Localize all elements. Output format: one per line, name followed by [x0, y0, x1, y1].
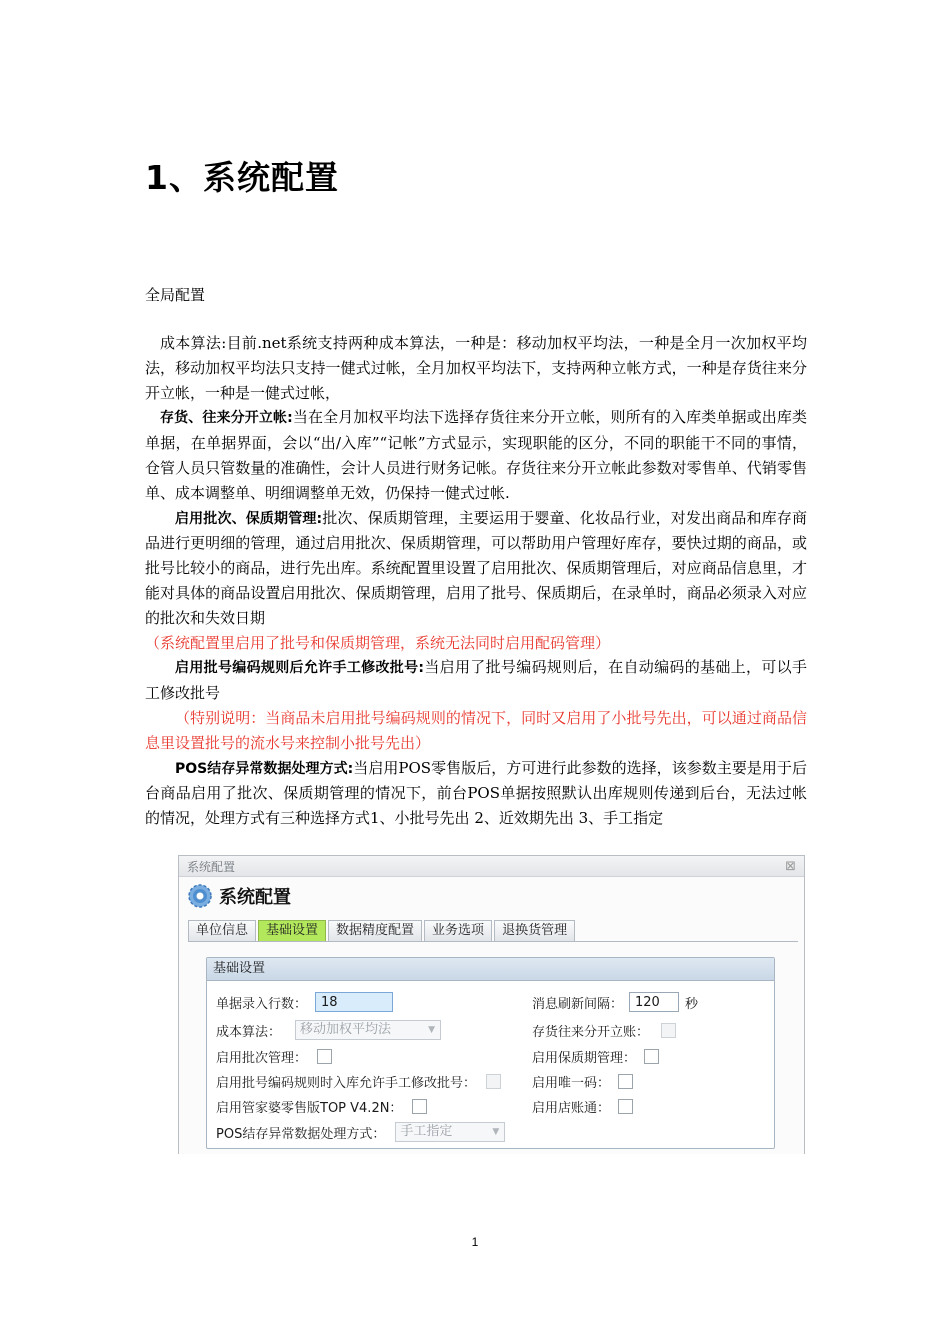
retail-checkbox[interactable] [412, 1099, 427, 1114]
window-title: 系统配置 [187, 859, 236, 874]
basic-settings-panel [206, 957, 775, 1149]
close-icon[interactable]: ⊠ [785, 858, 796, 874]
batch-edit-checkbox[interactable] [486, 1074, 501, 1089]
stock-split-checkbox[interactable] [661, 1023, 676, 1038]
gear-icon [187, 883, 213, 909]
pos-select[interactable] [395, 1122, 505, 1142]
rows-row [216, 991, 393, 1013]
shelf-row [532, 1045, 659, 1067]
page-number: 1 [471, 1235, 479, 1249]
batch-row [216, 1045, 332, 1067]
pos-row [216, 1121, 505, 1143]
note-batch-edit: （特别说明：当商品未启用批号编码规则的情况下，同时又启用了小批号先出，可以通过商品信息里设置批号的流水号来控制小批号先出） [145, 708, 807, 752]
panel-title: 基础设置 [207, 958, 774, 981]
unique-checkbox[interactable] [618, 1074, 633, 1089]
paragraph-stock-split [145, 405, 807, 505]
dialog-title: 系统配置 [219, 887, 291, 908]
section-label: 全局配置 [145, 286, 206, 304]
unique-row [532, 1070, 633, 1092]
tab-unit-info[interactable]: 单位信息 [188, 920, 256, 941]
tab-returns[interactable]: 退换货管理 [494, 920, 575, 941]
paragraph-text: 当在全月加权平均法下选择存货往来分开立帐，则所有的入库类单据或出库类单据，在单据界面，会以“出/入库”“记帐”方式显示，实现职能的区分，不同的职能干不同的事情，仓管人员只管数量的准确性，会计人员进行财务记帐。存货往来分开立帐此参数对零售单、代销零售单、成本调整单、明细调整单无效，仍保持一健式过帐. [145, 408, 807, 502]
chevron-down-icon: ▼ [492, 1127, 500, 1137]
paragraph-batch [145, 506, 807, 631]
batch-edit-row [216, 1070, 501, 1092]
paragraph-batch-edit [145, 655, 807, 706]
paragraph-pos [145, 756, 807, 831]
paragraph-text: 成本算法:目前.net系统支持两种成本算法，一种是：移动加权平均法，一种是全月一次加权平均法，移动加权平均法只支持一健式过帐，全月加权平均法下，支持两种立帐方式，一种是存货往来分开立帐，一种是一健式过帐， [145, 334, 807, 402]
page-title: 1、系统配置 [145, 158, 339, 197]
shelf-label: 启用保质期管理： [532, 1050, 637, 1066]
stock-split-row [532, 1019, 676, 1041]
refresh-input[interactable]: 120 [629, 992, 679, 1012]
store-checkbox[interactable] [618, 1099, 633, 1114]
term-label: 启用批次、保质期管理: [175, 510, 323, 527]
paragraph-cost-algorithm [145, 331, 807, 405]
store-label: 启用店账通： [532, 1100, 611, 1116]
retail-label: 启用管家婆零售版TOP V4.2N： [216, 1100, 403, 1116]
cost-select-value: 移动加权平均法 [300, 1022, 392, 1037]
term-label: 存货、往来分开立帐: [160, 410, 293, 427]
refresh-label: 消息刷新间隔： [532, 996, 624, 1012]
stock-split-label: 存货往来分开立账： [532, 1024, 650, 1040]
cost-select[interactable] [295, 1020, 441, 1040]
tab-precision[interactable]: 数据精度配置 [328, 920, 422, 941]
note-batch: （系统配置里启用了批号和保质期管理，系统无法同时启用配码管理） [145, 633, 611, 652]
rows-input[interactable]: 18 [315, 992, 393, 1012]
paragraph-text: 当启用了批号编码规则后，在自动编码的基础上，可以手工修改批号 [145, 658, 807, 703]
window-titlebar [179, 856, 804, 877]
term-label: POS结存异常数据处理方式: [175, 760, 354, 777]
chevron-down-icon: ▼ [428, 1025, 436, 1035]
cost-row [216, 1019, 441, 1041]
pos-select-value: 手工指定 [400, 1124, 453, 1139]
config-screenshot [178, 855, 805, 1154]
store-row [532, 1095, 633, 1117]
term-label: 启用批号编码规则后允许手工修改批号: [175, 660, 425, 677]
shelf-checkbox[interactable] [644, 1049, 659, 1064]
body-text [145, 331, 807, 831]
rows-label: 单据录入行数： [216, 996, 308, 1012]
pos-label: POS结存异常数据处理方式： [216, 1126, 386, 1142]
batch-checkbox[interactable] [317, 1049, 332, 1064]
paragraph-text: 批次、保质期管理，主要运用于婴童、化妆品行业，对发出商品和库存商品进行更明细的管理，通过启用批次、保质期管理，可以帮助用户管理好库存，要快过期的商品，或批号比较小的商品，进行先出库。系统配置里设置了启用批次、保质期管理后，对应商品信息里，才能对具体的商品设置启用批次、保质期管理，启用了批号、保质期后，在录单时，商品必须录入对应的批次和失效日期 [145, 508, 807, 627]
tab-business-options[interactable]: 业务选项 [424, 920, 492, 941]
retail-row [216, 1095, 427, 1117]
tab-basic-settings[interactable]: 基础设置 [258, 920, 326, 941]
tab-divider [188, 941, 798, 942]
refresh-row [532, 991, 698, 1013]
cost-label: 成本算法： [216, 1024, 282, 1040]
batch-edit-label: 启用批号编码规则时入库允许手工修改批号： [216, 1075, 477, 1091]
dialog-header [179, 877, 804, 915]
batch-label: 启用批次管理： [216, 1050, 308, 1066]
refresh-unit: 秒 [685, 996, 699, 1012]
paragraph-text: 当启用POS零售版后，方可进行此参数的选择，该参数主要是用于后台商品启用了批次、保质期管理的情况下，前台POS单据按照默认出库规则传递到后台，无法过帐的情况，处理方式有三种选择方式1、小批号先出 2、近效期先出 3、手工指定 [145, 758, 808, 828]
unique-label: 启用唯一码： [532, 1075, 611, 1091]
tab-bar [188, 920, 575, 941]
